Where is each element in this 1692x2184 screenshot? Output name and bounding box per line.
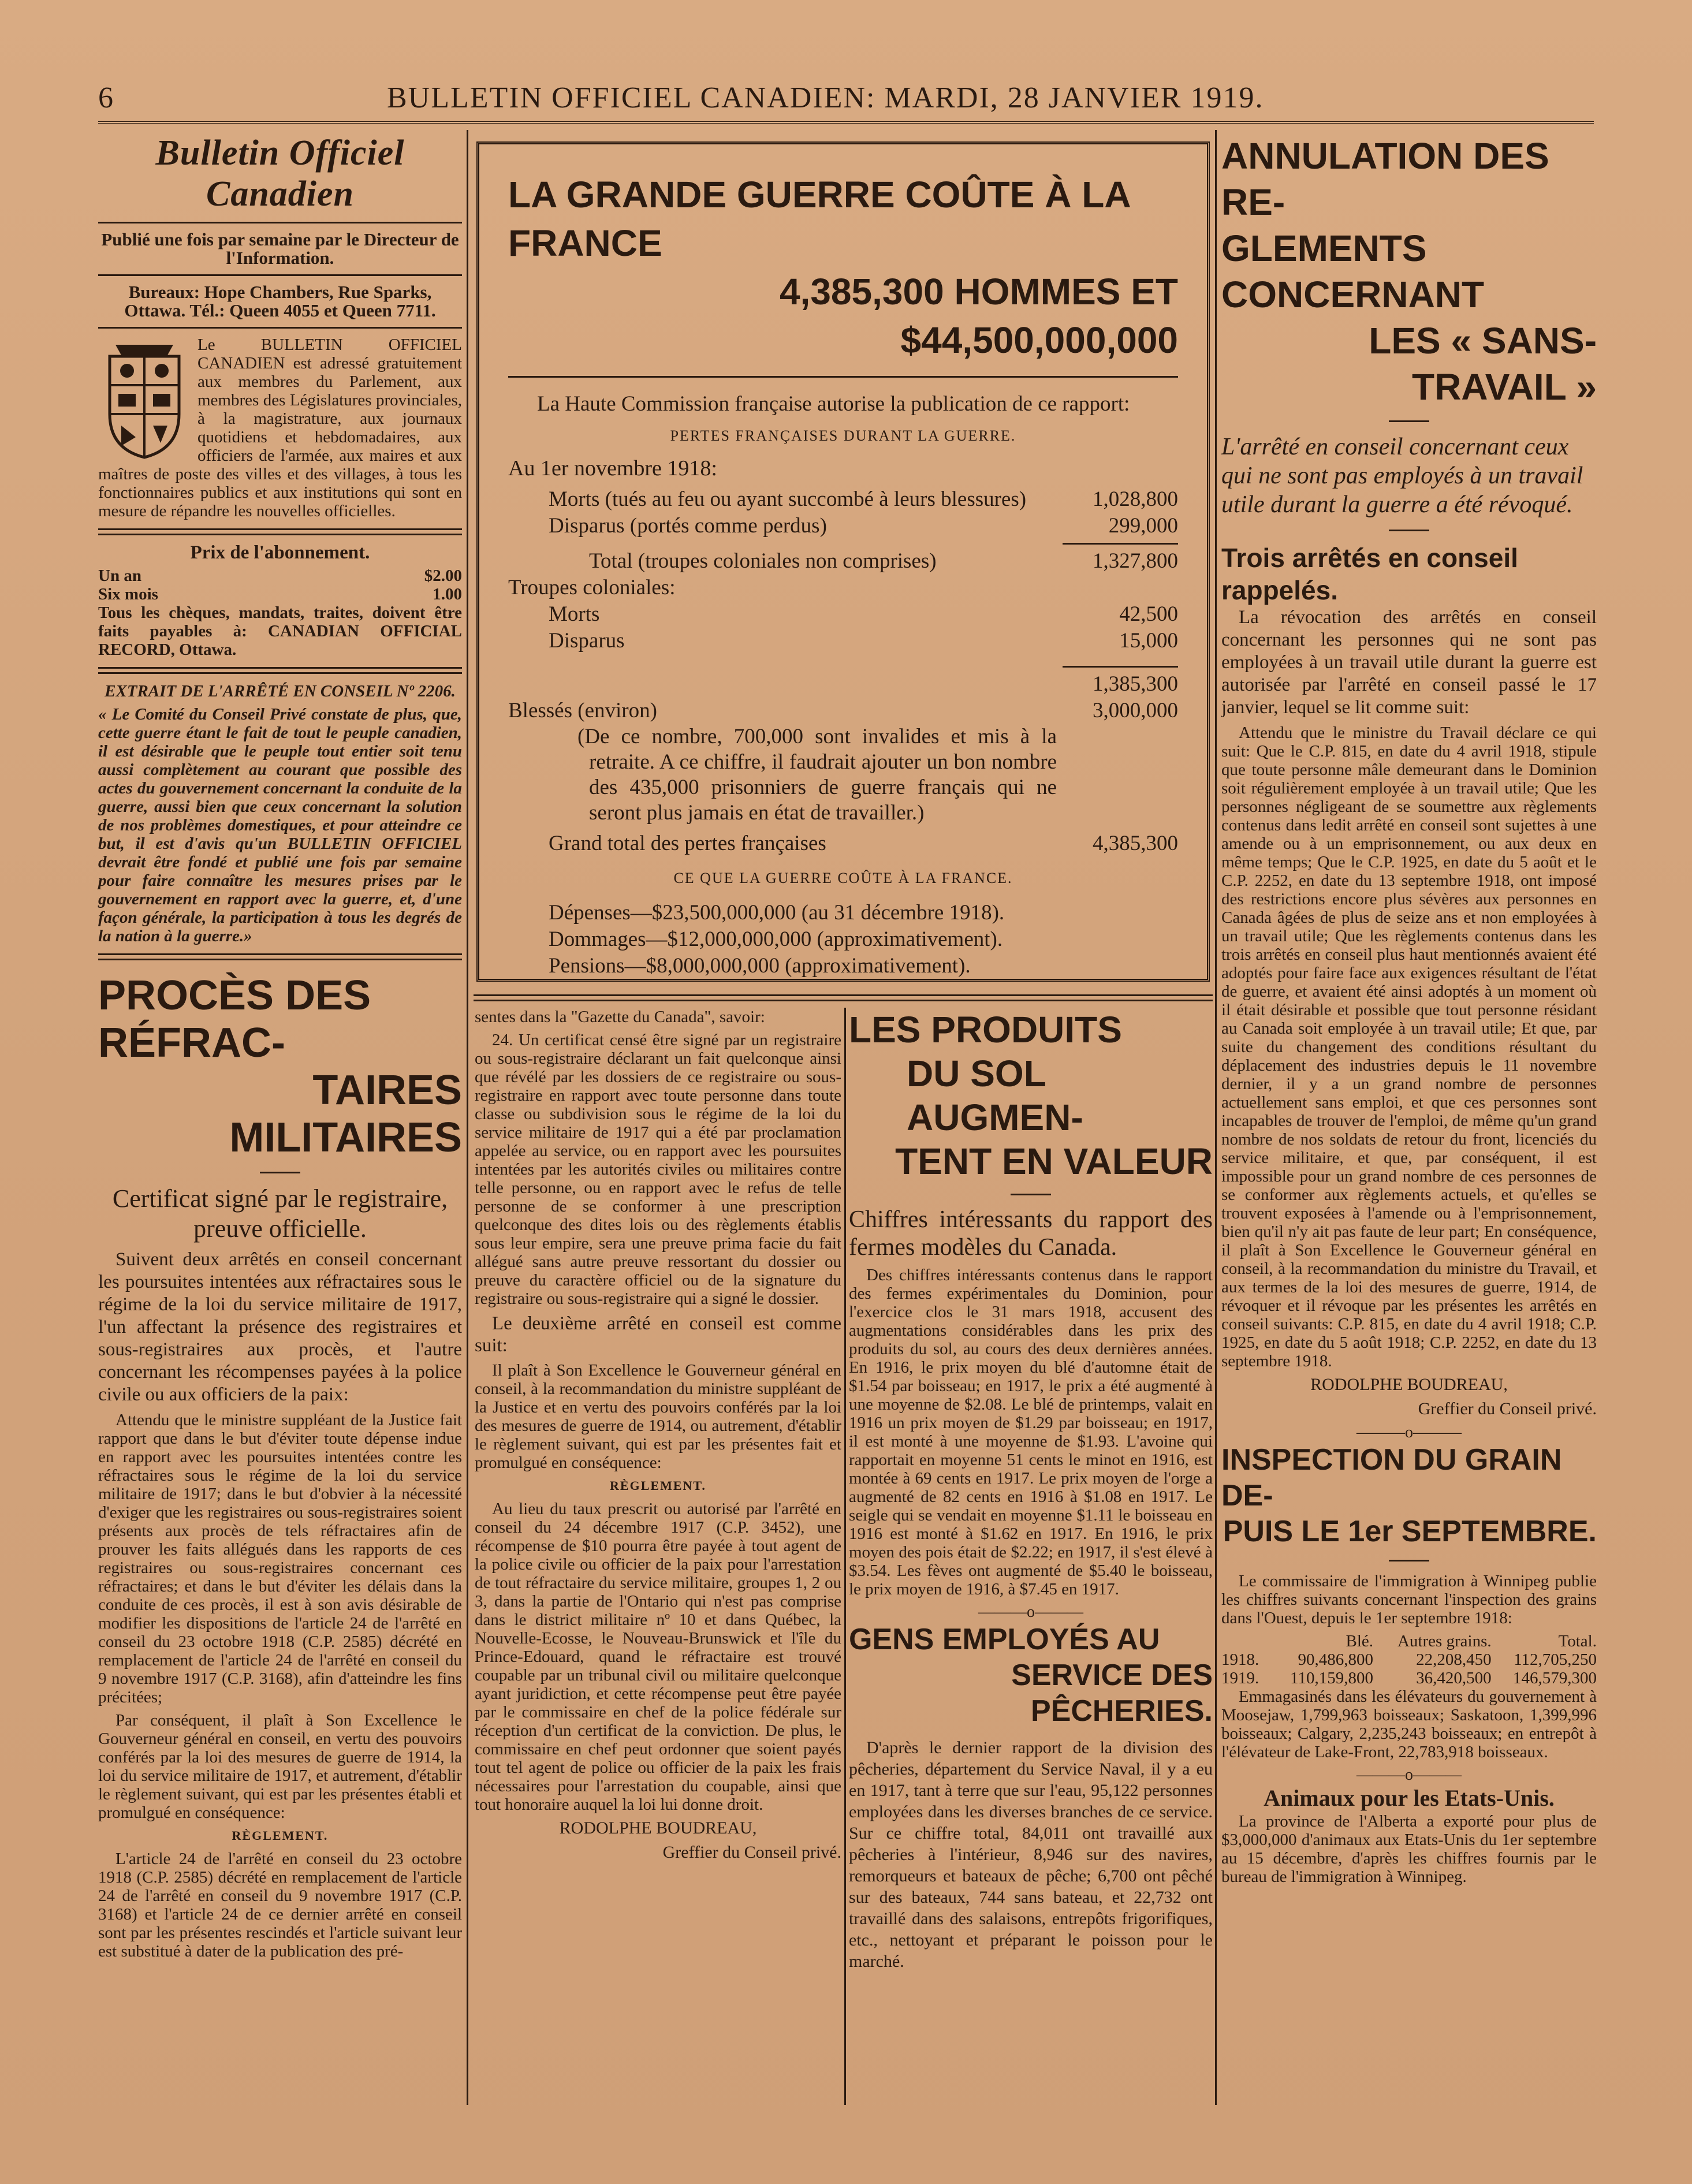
article-title-line: LES PRODUITS [849, 1009, 1122, 1050]
column-rule [844, 1008, 846, 2105]
stat-label [508, 671, 1074, 698]
stat-row [508, 671, 1178, 698]
signature-role: Greffier du Conseil privé. [1418, 1399, 1597, 1418]
running-title: BULLETIN OFFICIEL CANADIEN: MARDI, 28 JANVIER 1919. [387, 81, 1264, 114]
box-title-line: 4,385,300 HOMMES ET $44,500,000,000 [779, 271, 1178, 361]
article-title-line: SERVICE DES PÊCHERIES. [1011, 1659, 1213, 1728]
signature-name: RODOLPHE BOUDREAU, [1310, 1375, 1508, 1394]
grain-table [1221, 1632, 1597, 1687]
article-paragraph: sentes dans la "Gazette du Canada", savoir: [475, 1008, 765, 1026]
cost-line: Dépenses—$23,500,000,000 (au 31 décembre 1918). [549, 901, 1005, 925]
article-subtitle: L'arrêté en conseil concernant ceux qui ne sont pas employés à un travail utile durant la guerre a été révoqué. [1221, 434, 1583, 518]
table-cell: 146,579,300 [1513, 1669, 1597, 1687]
stat-label: Troupes coloniales: [508, 576, 676, 599]
cost-line: Dommages—$12,000,000,000 (approximativement). [549, 927, 1003, 951]
article-title-line: ANNULATION DES RE- [1221, 135, 1549, 223]
payment-note: Tous les chèques, mandats, traites, doivent être faits payables à: CANADIAN OFFICIAL RECORD, Ottawa. [98, 603, 462, 659]
divider [1011, 1194, 1051, 1195]
stat-label: Morts [549, 602, 600, 626]
subscription-title: Prix de l'abonnement. [190, 542, 370, 563]
france-war-cost-box [476, 141, 1210, 982]
column-rule [467, 130, 468, 2105]
stat-value: 1,385,300 [1093, 672, 1178, 696]
grand-total-label: Grand total des pertes françaises [549, 832, 826, 855]
stat-row [508, 575, 1178, 601]
article-paragraph: Emmagasinés dans les élévateurs du gouvernement à Moosejaw, 1,799,963 boisseaux; Saskatoon, 1,399,996 boisseaux; Calgary, 2,235,243 boisseaux; en entrepôt à l'élévateur de Lake-Front, 22,783,918 boisseaux. [1221, 1687, 1597, 1761]
stat-row [508, 698, 1178, 724]
article-title-line: GLEMENTS CONCERNANT [1221, 228, 1485, 315]
article-title-line: TAIRES MILITAIRES [229, 1067, 462, 1161]
table-cell: 110,159,800 [1290, 1669, 1374, 1687]
coat-of-arms-icon [98, 339, 191, 460]
stat-value: 1,028,800 [1093, 487, 1178, 511]
table-header: Total. [1558, 1632, 1597, 1650]
signature-role: Greffier du Conseil privé. [662, 1843, 841, 1862]
article-intro: Suivent deux arrêtés en conseil concernant les poursuites intentées aux réfractaires sous le régime de la loi du service militaire de 1917, l'un affectant la présence des registraires et sous-registraires aux procès, et l'autre concernant les récompenses payées à la police civile ou aux officiers de la paix: [98, 1249, 462, 1405]
article-paragraph: Il plaît à Son Excellence le Gouverneur général en conseil, à la recommandation du ministre suppléant de la Justice et en vertu des pouvoirs conférés par la loi des mesures de guerre de 1914, ou autrement, d'établir le règlement suivant, qui est par les présentes fait et promulgué en conséquence: [475, 1361, 841, 1472]
ornament-divider: ———o——— [1356, 1423, 1462, 1441]
divider [474, 994, 1213, 1001]
article-title-line: DU SOL AUGMEN- [907, 1053, 1083, 1138]
spacer [849, 1729, 1213, 1737]
article-title-line: LES « SANS-TRAVAIL » [1369, 320, 1597, 408]
table-row [1221, 1669, 1597, 1687]
divider [98, 953, 462, 960]
divider [260, 1172, 300, 1173]
column-rule [1215, 130, 1217, 2105]
stat-label: Disparus [549, 629, 625, 653]
page-number: 6 [98, 81, 113, 114]
article-paragraph: D'après le dernier rapport de la division des pêcheries, département du Service Naval, il y a eu en 1917, tant à terre que sur l'eau, 95,122 personnes employées dans les diverses branches de ce service. Sur ce chiffre total, 84,011 ont travaillé aux pêcheries à l'intérieur, 8,946 sur des navires, remorqueurs et bateaux de pêche; 6,700 ont pêché sur des bateaux, 744 sans bateau, et 22,732 ont travaillé dans des salaisons, entrepôts frigorifiques, etc., nettoyant et préparant le poisson pour le marché. [849, 1738, 1213, 1971]
divider [1389, 1560, 1429, 1561]
stat-row [508, 601, 1178, 628]
stat-label: Disparus (portés comme perdus) [549, 514, 827, 538]
extract-title: EXTRAIT DE L'ARRÊTÉ EN CONSEIL Nº 2206. [105, 682, 456, 700]
divider [1389, 530, 1429, 531]
price-value: 1.00 [433, 585, 462, 603]
stat-value: 42,500 [1119, 602, 1178, 626]
price-label: Six mois [98, 585, 158, 603]
table-cell: 1918. [1221, 1650, 1259, 1669]
stat-value: 15,000 [1119, 629, 1178, 653]
divider [98, 667, 462, 674]
article-paragraph: Attendu que le ministre du Travail déclare ce qui suit: Que le C.P. 815, en date du 4 avril 1918, stipule que toute personne mâle demeurant dans le Dominion soit régulièrement employée à un travail utile; Que les personnes négligeant de se soumettre aux règlements contenus dans ledit arrêté en conseil sont sujettes à une amende ou à un emprisonnement, ou aux deux en même temps; Que le C.P. 1925, en date du 5 août et le C.P. 2252, en date du 13 septembre 1918, ont imposé des restrictions encore plus sévères aux personnes en Canada âgées de plus de seize ans et non employées à un travail utile; Que les règlements contenus dans les trois arrêtés en conseil plus haut mentionnés avaient été adoptés pour faire face aux exigences résultant de l'état de guerre, et avaient été ainsi adoptés à un moment où il était désirable et possible que tout personne résidant au Canada soit employée à un travail utile; Et que, par suite du changement des conditions résultant du déplacement des industries depuis le 11 novembre dernier, il y a un grand nombre de personnes actuellement sans emploi, et que ces personnes sont incapables de trouver de l'emploi, de même qu'un grand nombre de nos soldats de retour du front, licenciés du service militaire, et que, par conséquent, il est impossible pour un grand nombre de ces personnes de se conformer aux règlements actuels, et qu'elles se trouvent exposées à l'amende ou à l'emprisonnement, bien qu'il n'y ait pas faute de leur part; En conséquence, il plaît à Son Excellence le Gouverneur général en conseil, à la recommandation du ministre du Travail, et aux termes de la loi des mesures de guerre, 1914, de révoquer et il révoque par les présentes les arrêtés en conseil suivants: C.P. 815, en date du 4 avril 1918; C.P. 1925, en date du 5 août 1918; C.P. 2252, en date du 13 septembre 1918. [1221, 724, 1597, 1370]
box-intro: La Haute Commission française autorise la publication de ce rapport: [537, 392, 1130, 416]
stat-label: Morts (tués au feu ou ayant succombé à leurs blessures) [549, 487, 1027, 511]
column-2 [475, 1008, 841, 1867]
divider [1389, 420, 1429, 422]
article-paragraph: La province de l'Alberta a exporté pour plus de $3,000,000 d'animaux aux Etats-Unis du 1er septembre au 15 décembre, d'après les chiffres fournis par le bureau de l'immigration à Winnipeg. [1221, 1812, 1597, 1886]
box-title-line: LA GRANDE GUERRE COÛTE À LA FRANCE [508, 174, 1130, 264]
price-row [98, 585, 462, 603]
divider [98, 274, 462, 276]
column-1 [98, 133, 462, 1965]
stat-value [1074, 575, 1178, 601]
offices-line: Bureaux: Hope Chambers, Rue Sparks, Ottawa. Tél.: Queen 4055 et Queen 7711. [124, 282, 436, 320]
table-cell: 1919. [1221, 1669, 1259, 1687]
as-of-date: Au 1er novembre 1918: [508, 456, 717, 480]
article-title-line: PUIS LE 1er SEPTEMBRE. [1223, 1515, 1597, 1548]
ornament-divider: ———o——— [1356, 1766, 1462, 1784]
divider [508, 376, 1178, 378]
article-paragraph: Par conséquent, il plaît à Son Excellence le Gouverneur général en conseil, en vertu des pouvoirs conférés par la loi des mesures de guerre de 1914, la loi du service militaire de 1917, et autrement, d'établir le règlement suivant, qui est par les présentes établi et promulgué en conséquence: [98, 1711, 462, 1822]
publisher-line: Publié une fois par semaine par le Directeur de l'Information. [101, 229, 459, 268]
stat-value: 1,327,800 [1093, 549, 1178, 573]
page-header [98, 81, 1594, 124]
article-title-line: GENS EMPLOYÉS AU [849, 1623, 1160, 1656]
article-paragraph: La révocation des arrêtés en conseil concernant les personnes qui ne sont pas employées à un travail utile durant la guerre est autorisée par l'arrêté en conseil passé le 17 janvier, lequel se lit comme suit: [1221, 607, 1597, 718]
article-title-line: PROCÈS DES RÉFRAC- [98, 972, 371, 1066]
column-3 [849, 1008, 1213, 1977]
article-title-line: TENT EN VALEUR [895, 1141, 1213, 1182]
table-cell: 22,208,450 [1416, 1650, 1492, 1669]
losses-caption: PERTES FRANÇAISES DURANT LA GUERRE. [670, 427, 1016, 444]
column-4 [1221, 133, 1597, 1891]
cost-line: Pensions—$8,000,000,000 (approximativement). [549, 954, 971, 978]
article-paragraph: 24. Un certificat censé être signé par un registraire ou sous-registraire déclarant un fait quelconque ainsi que révélé par les dossiers de ce registraire ou sous-registraire en rapport avec toute personne dans toute classe ou subdivision sous le régime de la loi du service militaire de 1917 qui a été par proclamation appelée au service, ou en rapport avec les poursuites intentées par les autorités civiles ou militaires contre telle personne, ou en rapport avec le refus de telle personne de se conformer à une prescription quelconque des dites lois ou des règlements établis sous leur empire, sera une preuve prima facie du fait allégué sans autre preuve ressortant du dossier ou preuve du caractère officiel ou de la signature du registraire ou sous-registraire qui a signé le dossier. [475, 1031, 841, 1308]
divider [98, 222, 462, 223]
article-paragraph: Le commissaire de l'immigration à Winnipeg publie les chiffres suivants concernant l'inspection des grains dans l'Ouest, depuis le 1er septembre 1918: [1221, 1572, 1597, 1627]
divider [98, 528, 462, 535]
section-head: Trois arrêtés en conseil rappelés. [1221, 543, 1518, 605]
stat-row [508, 628, 1178, 654]
article-paragraph: Attendu que le ministre suppléant de la Justice fait rapport que dans le but d'éviter toute dépense indue en rapport avec les poursuites intentées contre les réfractaires sous le régime de la loi du service militaire de 1917; dans le but d'obvier à la nécessité d'exiger que les registraires ou sous-registraires soient présents aux procès de tels réfractaires afin de prouver les faits allégués dans les rapports de ces registraires ou sous-registraires concernant ces réfractaires; et dans le but d'éviter les délais dans la conduite de ces procès, il est à son avis désirable de modifier les dispositions de l'article 24 de l'arrêté en conseil du 23 octobre 1918 (C.P. 2585) décrété en remplacement de l'article 24 de l'arrêté en conseil du 9 novembre 1917 (C.P. 3168), afin d'atteindre les fins précitées; [98, 1411, 462, 1706]
distribution-text: Le BULLETIN OFFICIEL CANADIEN est adressé gratuitement aux membres du Parlement, aux membres des Législatures provinciales, à la magistrature, aux journaux quotidiens et hebdomadaires, aux officiers de l'armée, aux maires et aux maîtres de poste des villes et des villages, à tous les fonctionnaires publics et aux institutions qui sont en mesure de répandre les nouvelles officielles. [98, 336, 462, 520]
sum-rule [1063, 543, 1178, 545]
table-header-row [1221, 1632, 1597, 1650]
cost-caption: CE QUE LA GUERRE COÛTE À LA FRANCE. [673, 870, 1013, 886]
table-cell: 36,420,500 [1416, 1669, 1492, 1687]
distribution-block [98, 336, 462, 520]
grand-total-value: 4,385,300 [1093, 832, 1178, 855]
signature-name: RODOLPHE BOUDREAU, [559, 1818, 757, 1838]
grand-total-row [508, 830, 1178, 857]
stat-value: 299,000 [1108, 514, 1178, 538]
article-paragraph: Au lieu du taux prescrit ou autorisé par l'arrêté en conseil du 24 décembre 1917 (C.P. 3452), une récompense de $10 pourra être payée à tout agent de la police civile ou officier de la paix pour l'arrestation de tout réfractaire du service militaire, groupes 1, 2 ou 3, dans la partie de l'Ontario qui n'est pas comprise dans le district militaire nº 10 et dans Québec, la Nouvelle-Ecosse, le Nouveau-Brunswick et l'île du Prince-Edouard, quand le réfractaire est trouvé coupable par un tribunal civil ou militaire quelconque ayant juridiction, et cette récompense peut être payée par le commissaire en chef de la police fédérale sur réception d'un certificat de la conviction. De plus, le commissaire en chef peut ordonner que soient payés tout tel agent de police ou officier de la paix les frais nécessaires pour l'arrestation du coupable, ainsi que tout honoraire auquel la loi lui donne droit. [475, 1500, 841, 1814]
article-subtitle: Chiffres intéressants du rapport des fermes modèles du Canada. [849, 1206, 1213, 1261]
stat-row [508, 486, 1178, 513]
stat-label: Blessés (environ) [508, 699, 657, 722]
price-label: Un an [98, 567, 141, 585]
extract-text: « Le Comité du Conseil Privé constate de plus, que, cette guerre étant le fait de tout le peuple canadien, il est désirable que le peuple tout entier soit tenu aussi complètement au courant que possible des actes du gouvernement concernant la conduite de la guerre, aussi bien que ceux concernant la solution de nos problèmes domestiques, et pour atteindre ce but, il est d'avis qu'un BULLETIN OFFICIEL devrait être fondé et publié une fois par semaine pour faire connaître les mesures prises par le gouvernement en rapport avec la guerre, et, d'une façon générale, la participation à tous les degrés de la nation à la guerre.» [98, 705, 462, 945]
stat-row [508, 513, 1178, 539]
sum-rule [1063, 666, 1178, 668]
masthead: Bulletin Officiel Canadien [155, 133, 405, 214]
table-cell: 112,705,250 [1514, 1650, 1597, 1669]
divider [98, 327, 462, 329]
article-paragraph: L'article 24 de l'arrêté en conseil du 23 octobre 1918 (C.P. 2585) décrété en remplacement de l'article 24 de l'arrêté en conseil du 9 novembre 1917 (C.P. 3168) et l'article 24 de ce dernier arrêté en conseil sont par les présentes rescindés et l'article suivant leur est substitué à dater de la publication des pré- [98, 1850, 462, 1961]
table-row [1221, 1650, 1597, 1669]
article-subtitle: Certificat signé par le registraire, preuve officielle. [112, 1184, 448, 1243]
reglement-label: RÈGLEMENT. [232, 1828, 329, 1843]
table-header: Autres grains. [1397, 1632, 1492, 1650]
ornament-divider: ———o——— [978, 1603, 1083, 1621]
section-head: Animaux pour les Etats-Unis. [1264, 1785, 1555, 1811]
reglement-label: RÈGLEMENT. [610, 1478, 706, 1493]
price-row [98, 567, 462, 585]
article-paragraph: Le deuxième arrêté en conseil est comme suit: [475, 1313, 841, 1356]
price-value: $2.00 [424, 567, 462, 585]
wounded-note: (De ce nombre, 700,000 sont invalides et mis à la retraite. A ce chiffre, il faudrait ajouter un bon nombre des 435,000 prisonniers de guerre français qui ne seront plus jamais en état de travailler.) [577, 725, 1057, 825]
table-header [1221, 1632, 1269, 1650]
stat-value: 3,000,000 [1093, 699, 1178, 722]
stat-row [508, 548, 1178, 575]
stat-label: Total (troupes coloniales non comprises) [589, 549, 937, 573]
article-title-line: INSPECTION DU GRAIN DE- [1221, 1443, 1562, 1512]
table-header: Blé. [1346, 1632, 1374, 1650]
table-cell: 90,486,800 [1298, 1650, 1374, 1669]
article-paragraph: Des chiffres intéressants contenus dans le rapport des fermes expérimentales du Dominion, pour l'exercice clos le 31 mars 1918, accusent des augmentations considérables dans les prix des produits du sol, au cours des deux dernières années. En 1916, le prix moyen du blé d'automne était de $1.54 par boisseau; en 1917, le prix a été augmenté à une moyenne de $2.08. Le blé de printemps, valait en 1916 un prix moyen de $1.29 par boisseau; en 1917, il est monté à une moyenne de $1.93. L'avoine qui rapportait en moyenne 51 cents le minot en 1916, est montée à 69 cents en 1917. Le prix moyen de l'orge a augmenté de 82 cents en 1916 à $1.08 en 1917. Le seigle qui se vendait en moyenne $1.11 le boisseau en 1916 est monté à $1.62 en 1917. En 1916, le prix moyen des pois était de $2.22; en 1917, il s'est élevé à $3.54. Les fèves ont augmenté de $5.40 le boisseau, le prix moyen de 1916, à $7.45 en 1917. [849, 1266, 1213, 1598]
